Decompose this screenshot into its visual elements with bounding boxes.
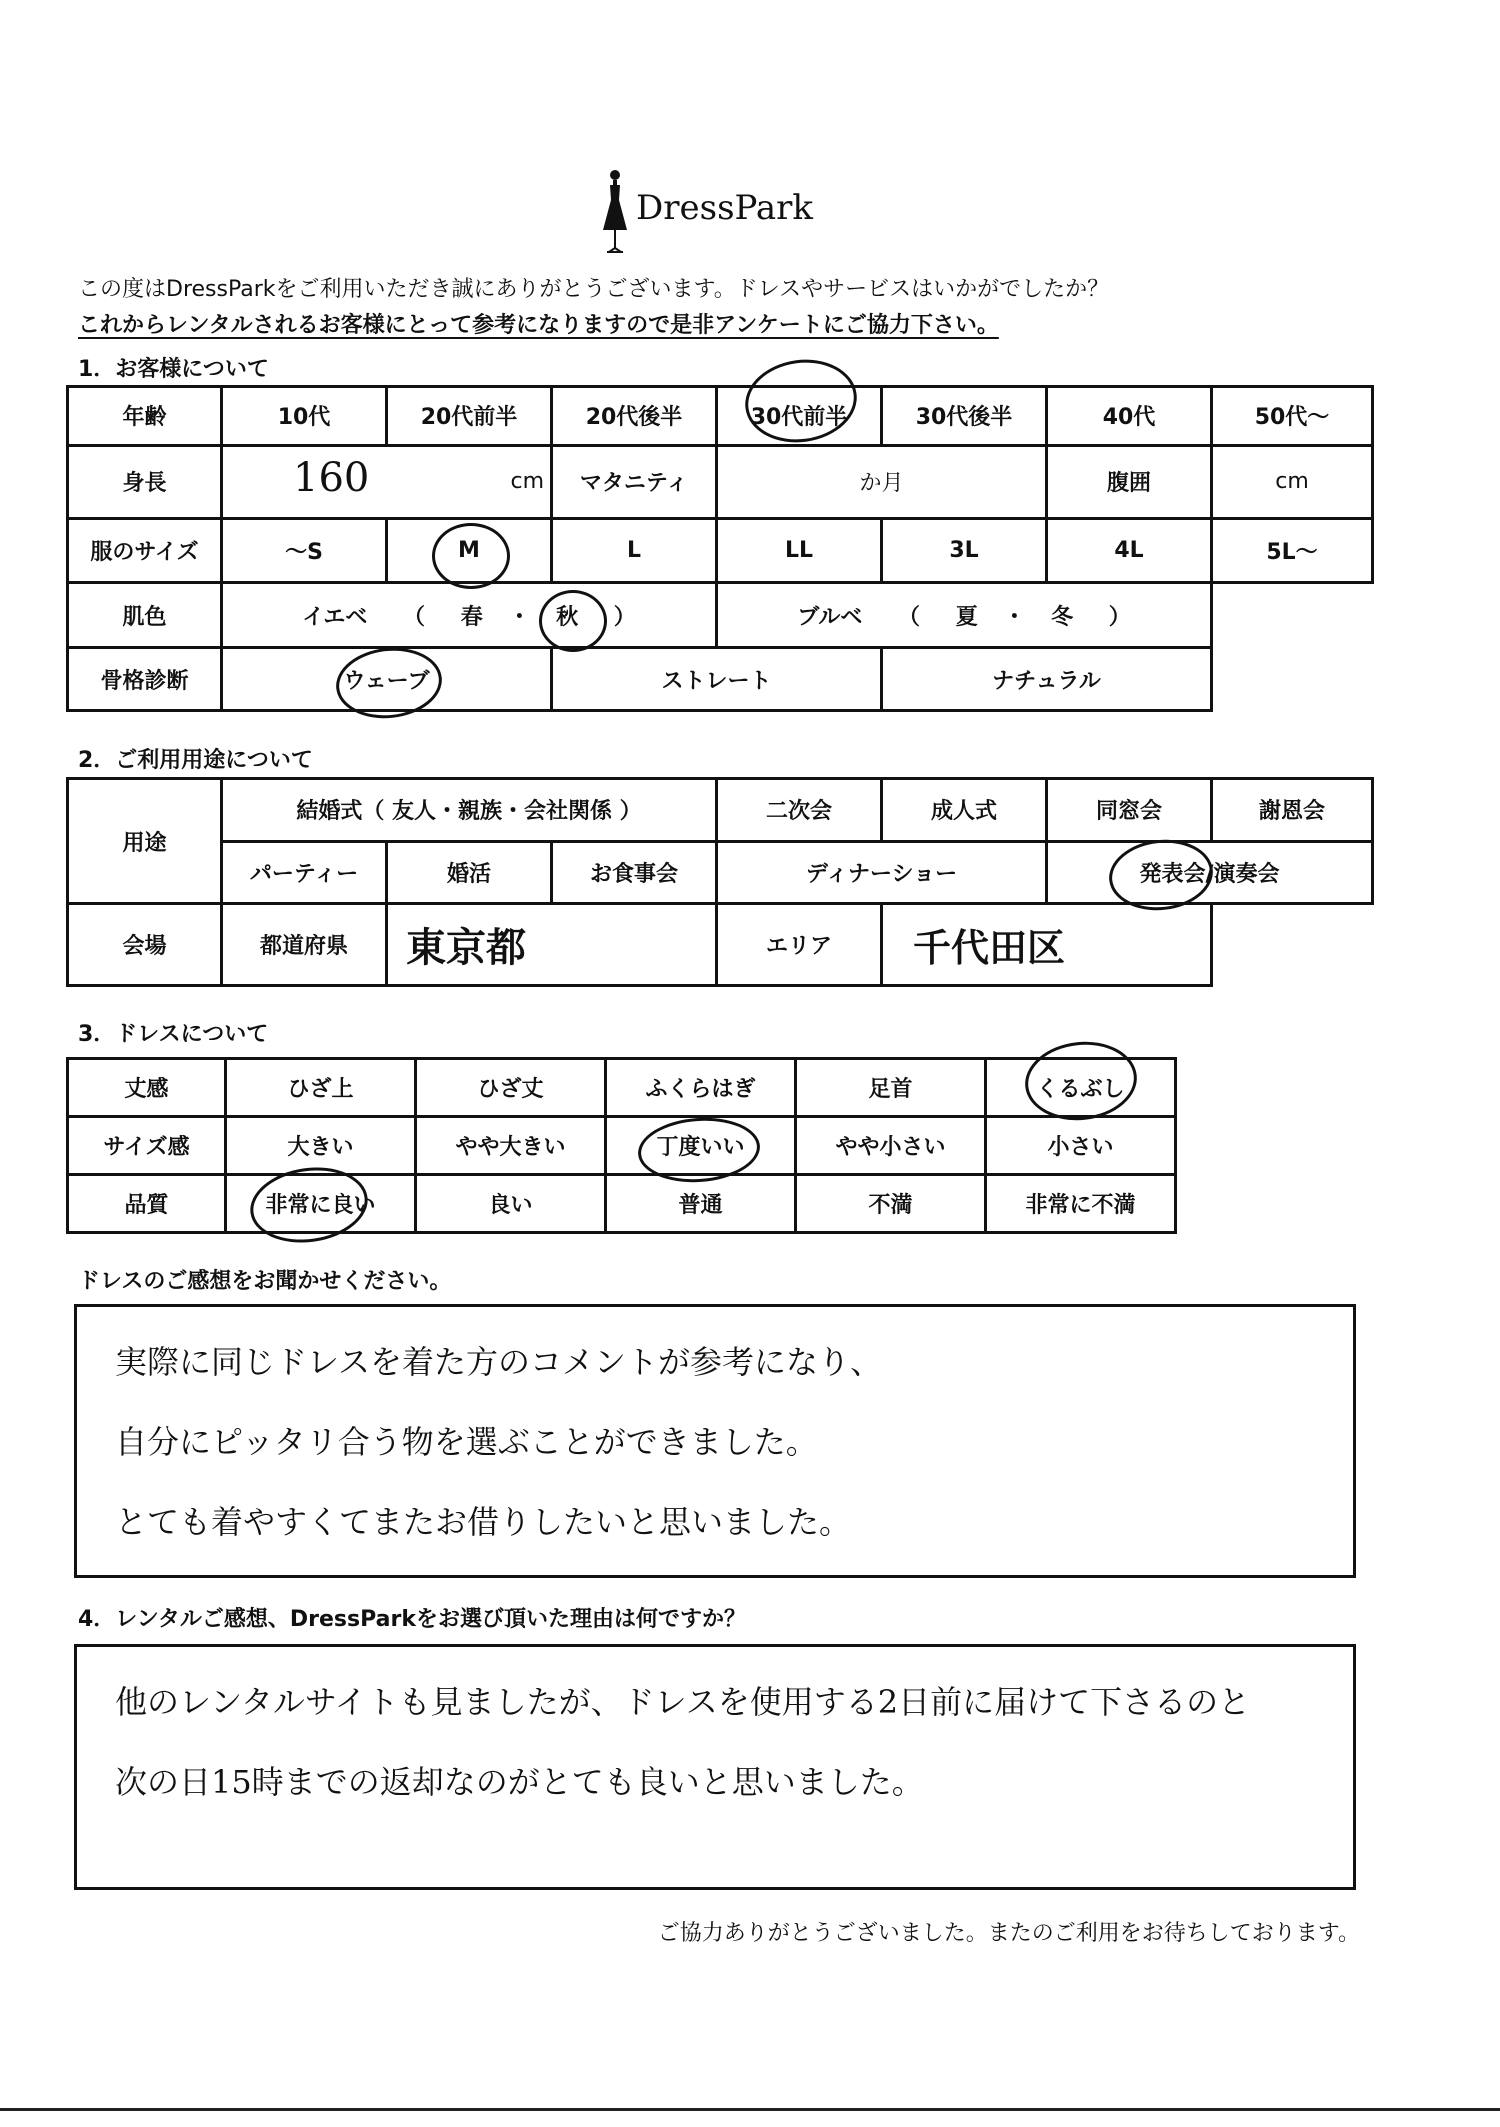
reason-line: 次の日15時までの返却なのがとても良いと思いました。 <box>115 1763 924 1801</box>
age-option[interactable]: 20代前半 <box>387 387 552 446</box>
reason-line: 他のレンタルサイトも見ましたが、ドレスを使用する2日前に届けて下さるのと <box>115 1683 1251 1721</box>
dinner-show-option[interactable]: ディナーショー <box>717 841 1047 904</box>
thank-you-party-option[interactable]: 謝恩会 <box>1212 779 1373 842</box>
blue-base-label: ブルベ <box>797 604 863 630</box>
dress-table <box>66 1057 1177 1234</box>
dress-icon <box>600 168 630 254</box>
intro-request: これからレンタルされるお客様にとって参考になりますので是非アンケートにご協力下さい。 <box>78 313 999 338</box>
fit-option-selected[interactable]: 丁度いい <box>606 1117 796 1175</box>
age-option[interactable]: 30代後半 <box>882 387 1047 446</box>
quality-option[interactable]: 不満 <box>796 1175 986 1233</box>
height-value: 160 <box>293 454 370 501</box>
fit-option[interactable]: 大きい <box>226 1117 416 1175</box>
yellow-base-label: イエベ <box>302 604 368 630</box>
fit-label: サイズ感 <box>68 1117 226 1175</box>
yellow-base-cell[interactable]: イエベ （ 春 ・ 秋 ） <box>222 583 717 648</box>
purpose-label: 用途 <box>68 779 222 904</box>
section2-title: 2．ご利用用途について <box>78 748 313 773</box>
usage-table <box>66 777 1374 987</box>
quality-option[interactable]: 普通 <box>606 1175 796 1233</box>
length-option[interactable]: ふくらはぎ <box>606 1059 796 1117</box>
length-option-selected[interactable]: くるぶし <box>986 1059 1176 1117</box>
maternity-unit[interactable]: か月 <box>717 445 1047 518</box>
quality-option[interactable]: 良い <box>416 1175 606 1233</box>
scan-edge <box>0 2108 1500 2111</box>
dresspark-logo <box>600 168 830 254</box>
size-option[interactable]: 4L <box>1047 518 1212 583</box>
height-label: 身長 <box>68 445 222 518</box>
size-label: 服のサイズ <box>68 518 222 583</box>
recital-option-selected[interactable]: 発表会 <box>1139 861 1206 887</box>
reunion-option[interactable]: 同窓会 <box>1047 779 1212 842</box>
wedding-option[interactable]: 結婚式（ 友人・親族・会社関係 ） <box>222 779 717 842</box>
spring-option[interactable]: 春 <box>460 604 483 630</box>
impression-line: 実際に同じドレスを着た方のコメントが参考になり、 <box>115 1343 883 1381</box>
waist-label: 腹囲 <box>1047 445 1212 518</box>
area-value[interactable]: 千代田区 <box>882 904 1212 986</box>
quality-label: 品質 <box>68 1175 226 1233</box>
closing-message: ご協力ありがとうございました。またのご利用をお待ちしております。 <box>657 1921 1360 1946</box>
winter-option[interactable]: 冬 <box>1051 604 1074 630</box>
venue-label: 会場 <box>68 904 222 986</box>
section1-title: 1．お客様について <box>78 357 269 382</box>
section3-title: 3．ドレスについて <box>78 1022 269 1047</box>
prefecture-value[interactable]: 東京都 <box>387 904 717 986</box>
fit-option[interactable]: やや小さい <box>796 1117 986 1175</box>
fit-option[interactable]: やや大きい <box>416 1117 606 1175</box>
concert-option[interactable]: 演奏会 <box>1213 861 1280 887</box>
length-label: 丈感 <box>68 1059 226 1117</box>
party-option[interactable]: パーティー <box>222 841 387 904</box>
impression-box[interactable] <box>74 1304 1356 1578</box>
age-option[interactable]: 20代後半 <box>552 387 717 446</box>
size-option[interactable]: 5L～ <box>1212 518 1373 583</box>
size-option[interactable]: ～S <box>222 518 387 583</box>
height-field[interactable] <box>222 445 552 518</box>
customer-table <box>66 385 1374 712</box>
impression-title: ドレスのご感想をお聞かせください。 <box>78 1269 452 1294</box>
height-unit: cm <box>510 468 544 494</box>
prefecture-label: 都道府県 <box>222 904 387 986</box>
blue-base-cell[interactable]: ブルベ （ 夏 ・ 冬 ） <box>717 583 1212 648</box>
quality-option[interactable]: 非常に不満 <box>986 1175 1176 1233</box>
length-option[interactable]: 足首 <box>796 1059 986 1117</box>
fit-option[interactable]: 小さい <box>986 1117 1176 1175</box>
length-option[interactable]: ひざ丈 <box>416 1059 606 1117</box>
age-label: 年齢 <box>68 387 222 446</box>
age-option[interactable]: 50代～ <box>1212 387 1373 446</box>
autumn-option-selected[interactable]: 秋 <box>556 604 579 630</box>
coming-of-age-option[interactable]: 成人式 <box>882 779 1047 842</box>
section4-title: 4．レンタルご感想、DressParkをお選び頂いた理由は何ですか？ <box>78 1607 746 1632</box>
skin-label: 肌色 <box>68 583 222 648</box>
intro-text: この度はDressParkをご利用いただき誠にありがとうございます。ドレスやサービスはいかがでしたか？ <box>78 277 1110 302</box>
impression-line: とても着やすくてまたお借りしたいと思いました。 <box>115 1503 852 1541</box>
size-option[interactable]: LL <box>717 518 882 583</box>
bone-option-selected[interactable]: ウェーブ <box>222 648 552 711</box>
age-option[interactable]: 40代 <box>1047 387 1212 446</box>
summer-option[interactable]: 夏 <box>955 604 978 630</box>
size-option[interactable]: L <box>552 518 717 583</box>
konkatsu-option[interactable]: 婚活 <box>387 841 552 904</box>
recital-concert-cell[interactable]: 発表会/演奏会 <box>1047 841 1373 904</box>
bone-label: 骨格診断 <box>68 648 222 711</box>
length-option[interactable]: ひざ上 <box>226 1059 416 1117</box>
maternity-label: マタニティ <box>552 445 717 518</box>
size-option-selected[interactable]: M <box>387 518 552 583</box>
reason-box[interactable] <box>74 1644 1356 1890</box>
quality-option-selected[interactable]: 非常に良い <box>226 1175 416 1233</box>
waist-unit[interactable]: cm <box>1212 445 1373 518</box>
after-party-option[interactable]: 二次会 <box>717 779 882 842</box>
dinner-option[interactable]: お食事会 <box>552 841 717 904</box>
age-option-selected[interactable]: 30代前半 <box>717 387 882 446</box>
area-label: エリア <box>717 904 882 986</box>
size-option[interactable]: 3L <box>882 518 1047 583</box>
age-option[interactable]: 10代 <box>222 387 387 446</box>
impression-line: 自分にピッタリ合う物を選ぶことができました。 <box>115 1423 818 1461</box>
bone-option[interactable]: ストレート <box>552 648 882 711</box>
bone-option[interactable]: ナチュラル <box>882 648 1212 711</box>
brand-name: DressPark <box>636 188 814 228</box>
